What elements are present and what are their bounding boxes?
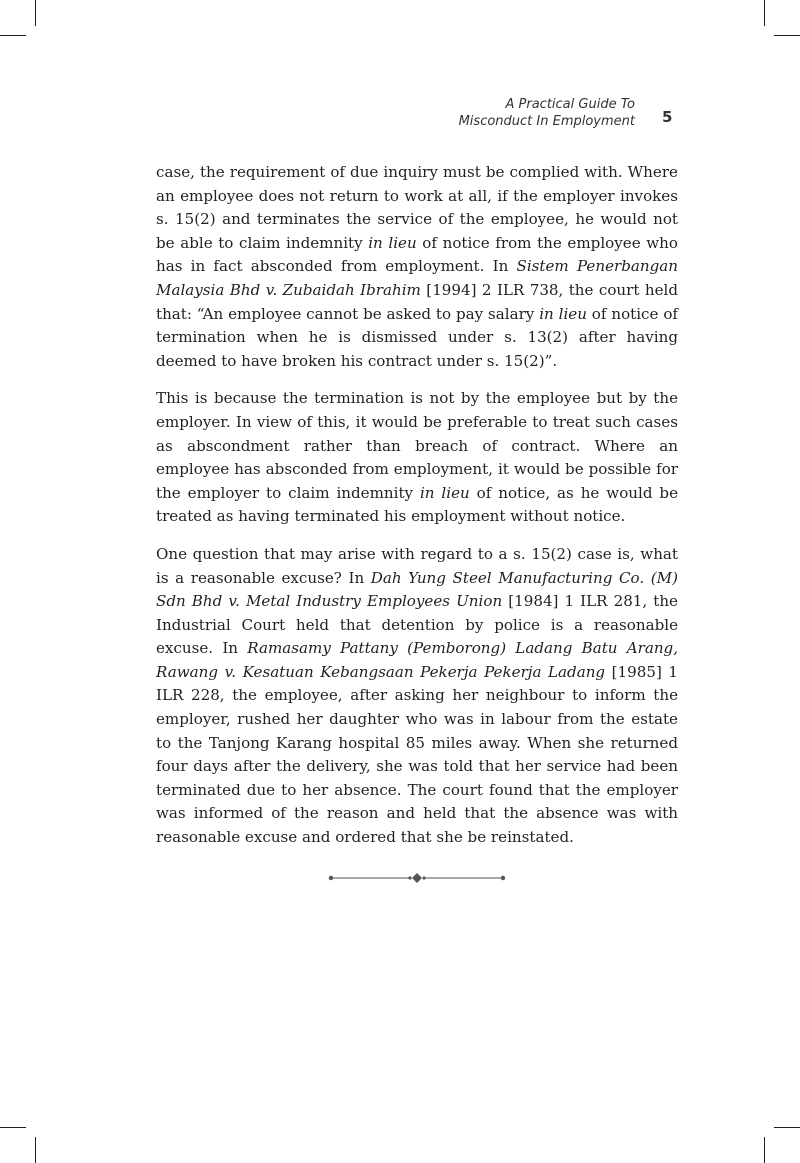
- crop-mark-top-right-h: [774, 35, 800, 36]
- italic-citation: Sistem Penerbangan Malaysia Bhd v. Zubaidah Ibrahim: [156, 257, 678, 299]
- crop-mark-bottom-right-h: [774, 1127, 800, 1128]
- crop-mark-bottom-left: [35, 1137, 36, 1163]
- crop-mark-top-left: [35, 0, 36, 26]
- italic-citation: Ramasamy Pattany (Pemborong) Ladang Batu Arang, Rawang v. Kesatuan Kebangsaan Pekerja Pekerja Ladang: [156, 639, 678, 681]
- body-text: [156, 161, 678, 864]
- running-head: [380, 96, 635, 130]
- running-title-line2: Misconduct In Employment: [458, 114, 635, 129]
- crop-mark-top-left-h: [0, 35, 26, 36]
- crop-mark-bottom-left-h: [0, 1127, 26, 1128]
- section-end-ornament: [326, 869, 508, 887]
- paragraph-3: One question that may arise with regard to a s. 15(2) case is, what is a reasonable excuse? In Dah Yung Steel Manufacturing Co. (M) Sdn Bhd v. Metal Industry Employees Union [1984] 1 ILR 281, the Industrial Court held that detention by police is a reasonable excuse. In Ramasamy Pattany (Pemborong) Ladang Batu Arang, Rawang v. Kesatuan Kebangsaan Pekerja Pekerja Ladang [1985] 1 ILR 228, the employee, after asking her neighbour to inform the employer, rushed her daughter who was in labour from the estate to the Tanjong Karang hospital 85 miles away. When she returned four days after the delivery, she was told that her service had been terminated due to her absence. The court found that the employer was informed of the reason and held that the absence was with reasonable excuse and ordered that she be reinstated.: [156, 544, 679, 847]
- italic-citation: in lieu: [539, 304, 587, 323]
- paragraph-2: This is because the termination is not by the employee but by the employer. In view of this, it would be preferable to treat such cases as abscondment rather than breach of contract. Where an employee has absconded from employment, it would be possible for the employer to claim indemnity in lieu of notice, as he would be treated as having terminated his employment without notice.: [156, 389, 679, 526]
- italic-citation: Dah Yung Steel Manufacturing Co. (M) Sdn Bhd v. Metal Industry Employees Union: [156, 568, 678, 611]
- paragraph-1: case, the requirement of due inquiry must be complied with. Where an employee does not return to work at all, if the employer invokes s. 15(2) and terminates the service of the employee, he would not be able to claim indemnity in lieu of notice from the employee who has in fact absconded from employment. In Sistem Penerbangan Malaysia Bhd v. Zubaidah Ibrahim [1994] 2 ILR 738, the court held that: “An employee cannot be asked to pay salary in lieu of notice of termination when he is dismissed under s. 13(2) after having deemed to have broken his contract under s. 15(2)”.: [156, 163, 678, 370]
- italic-citation: in lieu: [368, 233, 417, 252]
- running-title-line1: A Practical Guide To: [505, 97, 635, 112]
- page-number: 5: [662, 108, 673, 126]
- crop-mark-top-right: [764, 0, 765, 26]
- crop-mark-bottom-right: [764, 1137, 765, 1163]
- italic-citation: in lieu: [419, 483, 470, 502]
